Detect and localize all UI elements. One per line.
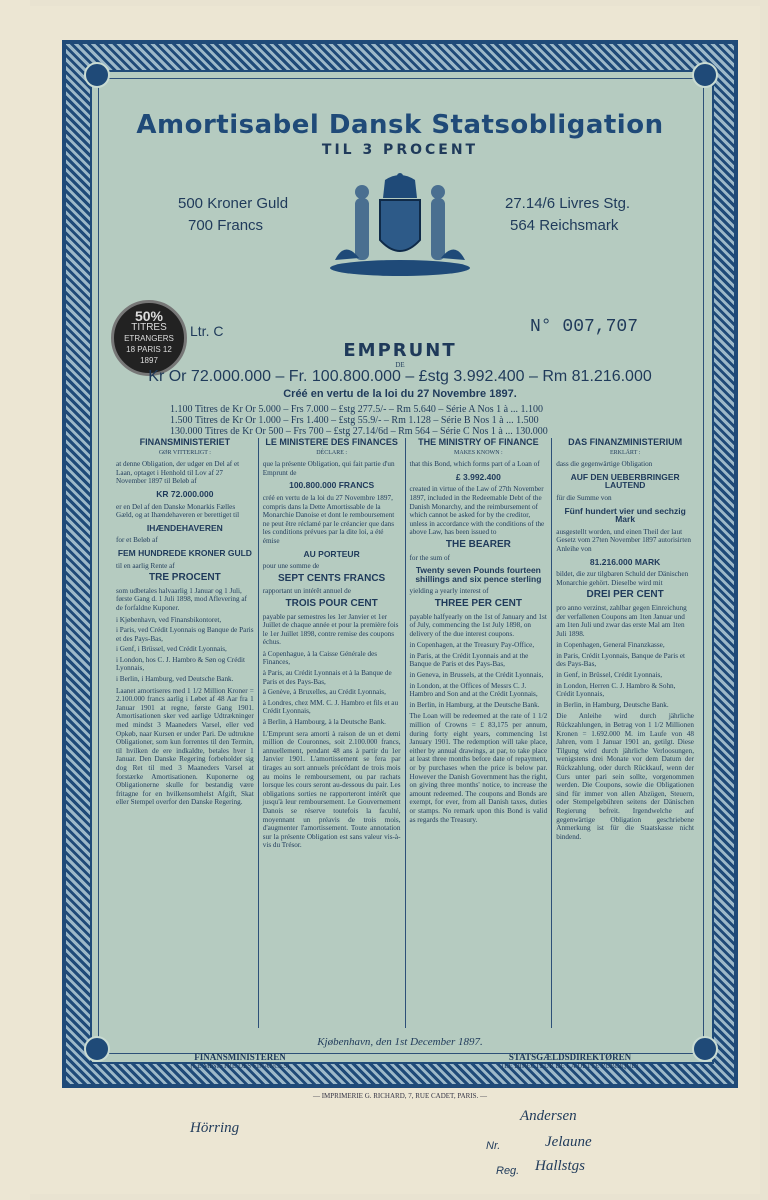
column-text: für die Summe von <box>556 493 612 502</box>
director-signature: Andersen <box>520 1108 577 1124</box>
column-text: ausgestellt worden, und einen Theil der laut Gesetz vom 27ten November 1897 autorisirten Anleihe von <box>556 527 691 553</box>
paying-agent: i Paris, ved Crédit Lyonnais og Banque de Paris et des Pays-Bas, <box>116 626 254 643</box>
column-holder: AU PORTEUR <box>303 548 360 559</box>
column-danish <box>112 438 258 1028</box>
paying-agent: in Paris, at the Crédit Lyonnais and at the Banque de Paris et des Pays-Bas, <box>409 651 529 669</box>
corner-rosette-bottom-right <box>692 1036 718 1062</box>
paying-agent: in Berlin, in Hamburg, Deutsche Bank. <box>556 700 669 709</box>
column-amount: 81.216.000 MARK <box>589 556 661 567</box>
paying-agents <box>410 641 548 709</box>
column-sum: Fünf hundert vier und sechzig Mark <box>564 505 686 525</box>
column-text: at denne Obligation, der udgør en Del af et Laan, optaget i Henhold til Lov af 27 November 1897 til Beløb af <box>116 460 240 486</box>
amount-reichsmark: 564 Reichsmark <box>510 217 619 234</box>
bond-subtitle: TIL 3 PROCENT <box>321 142 479 158</box>
stamp-line2: ETRANGERS <box>124 334 174 343</box>
series-letter: Ltr. C <box>190 323 224 339</box>
column-french <box>258 438 405 1028</box>
column-amount: KR 72.000.000 <box>156 488 214 499</box>
column-german <box>551 438 698 1028</box>
column-text: som udbetales halvaarlig 1 Januar og 1 Juli, første Gang d. 1 Juli 1898, mod Aflevering af de forfaldne Kuponer. <box>116 586 247 612</box>
column-text: for the sum of <box>409 553 451 562</box>
column-text: payable halfyearly on the 1st of January and 1st of July, commencing the 1st July 1898, on delivery of the due interest coupons. <box>409 612 547 638</box>
paying-agent: à Genève, à Bruxelles, au Crédit Lyonnais, <box>262 688 386 697</box>
royal-coat-of-arms-icon <box>325 170 475 280</box>
corner-rosette-bottom-left <box>84 1036 110 1062</box>
loan-totals: Kr Or 72.000.000 – Fr. 100.800.000 – £stg 3.992.400 – Rm 81.216.000 <box>148 368 652 385</box>
stamp-line1: TITRES <box>131 322 167 333</box>
paying-agent: in Copenhagen, at the Treasury Pay-Office, <box>409 641 535 650</box>
column-intro: GØR VITTERLIGT : <box>158 449 211 456</box>
minister-block <box>150 1052 330 1070</box>
text-columns <box>112 438 698 1028</box>
creation-law: Créé en vertu de la loi du 27 Novembre 1897. <box>283 388 517 400</box>
paying-agent: à Londres, chez MM. C. J. Hambro et fils et au Crédit Lyonnais, <box>262 698 399 716</box>
paying-agent: i Berlin, i Hamburg, ved Deutsche Bank. <box>116 675 234 684</box>
paying-agent: i Kjøbenhavn, ved Finansbikontoret, <box>116 615 222 624</box>
column-heading: FINANSMINISTERIET <box>139 438 231 447</box>
bond-title: Amortisabel Dansk Statsobligation <box>136 110 664 140</box>
column-text: payable par semestres les 1er Janvier et 1er Juillet de chaque année et pour la première fois le 1er Juillet 1898, contre remise des coupons échus. <box>262 612 399 647</box>
paying-agent: i London, hos C. J. Hambro & Søn og Crédit Lyonnais, <box>116 655 245 673</box>
reg-label: Reg. <box>496 1165 520 1177</box>
paying-agent: in London, at the Offices of Messrs C. J. Hambro and Son and at the Crédit Lyonnais, <box>409 681 538 699</box>
column-rate: TROIS POUR CENT <box>285 597 378 609</box>
column-amount: £ 3.992.400 <box>455 471 501 482</box>
stamp-line3: 18 PARIS 12 <box>126 345 172 354</box>
column-rate: DREI PER CENT <box>586 589 664 601</box>
amount-sterling: 27.14/6 Livres Stg. <box>505 195 631 212</box>
paying-agent: à Copenhague, à la Caisse Générale des Finances, <box>262 649 378 667</box>
column-text: pour une somme de <box>262 562 320 571</box>
paying-agent: à Berlin, à Hambourg, à la Deutsche Bank. <box>262 718 386 727</box>
column-intro: ERKLÄRT : <box>609 449 641 456</box>
column-sum: Twenty seven Pounds fourteen shillings and six pence sterling <box>415 565 542 584</box>
column-text: créé en vertu de la loi du 27 Novembre 1897, compris dans la Dette Amortissable de la Monarchie Danoise et dont le remboursement ne peut être réclamé par le créancier que dans les conditions prévues par la dite loi, a été émise <box>262 493 395 545</box>
paying-agent: in Berlin, in Hamburg, at the Deutsche Bank. <box>409 700 540 709</box>
column-text: que la présente Obligation, qui fait partie d'un Emprunt de <box>262 460 395 477</box>
column-text: for et Beløb af <box>116 536 158 545</box>
column-text: til en aarlig Rente af <box>116 561 175 570</box>
paying-agent: in London, Herren C. J. Hambro & Sohn, Crédit Lyonnais, <box>556 681 676 699</box>
nr-label: Nr. <box>486 1140 501 1152</box>
amount-francs: 700 Francs <box>188 217 264 234</box>
column-holder: IHÆNDEHAVEREN <box>146 522 223 533</box>
paying-agent: à Paris, au Crédit Lyonnais et à la Banque de Paris et des Pays-Bas, <box>262 669 392 686</box>
column-text: dass die gegenwärtige Obligation <box>556 460 653 469</box>
director-subtitle: (LE DIRECTEUR DE LA DETTE PUBLIQUE) <box>501 1062 639 1070</box>
bond-number: N° 007,707 <box>530 317 639 337</box>
column-heading: THE MINISTRY OF FINANCE <box>418 438 539 447</box>
series-row: 130.000 Titres de Kr Or 500 – Frs 700 – £stg 27.14/6d – Rm 564 – Série C Nos 1 à ... 130.000 <box>170 426 548 437</box>
amount-kroner: 500 Kroner Guld <box>178 195 289 212</box>
column-body: The Loan will be redeemed at the rate of 1 1/2 million of Crowns = £ 83,175 per annum, during forty eight years, commencing 1st January 1901. The redemption will take place, either by annual drawings, at par, to take place at least three months before date of repayment, or by purchases when the price is below par. However the Danish Government has the right, on giving three months' notice, to increase the amount redeemed. The coupons and Bonds are exempt, for ever, from all Danish taxes, duties or stamps. No remark upon this Bond is valid as regards the Treasury. <box>409 712 548 824</box>
column-text: bildet, die zur tilgbaren Schuld der Dänischen Monarchie gehört. Dieselbe wird mit <box>556 570 689 587</box>
column-text: yielding a yearly interest of <box>409 587 489 596</box>
column-rate: TRE PROCENT <box>149 572 221 584</box>
column-sum: FEM HUNDREDE KRONER GULD <box>117 547 252 558</box>
minister-title: FINANSMINISTEREN <box>194 1052 286 1062</box>
series-row: 1.100 Titres de Kr Or 5.000 – Frs 7.000 – £stg 277.5/- – Rm 5.640 – Série A Nos 1 à ... 1.100 <box>170 404 544 415</box>
column-text: that this Bond, which forms part of a Loan of <box>409 460 540 469</box>
column-body: L'Emprunt sera amorti à raison de un et demi million de Couronnes, soit 2.100.000 francs, annuellement, pendant 48 ans à partir du 1er Janvier 1901. L'amortissement se fera par tirages au sort annuels précédant de trois mois au moins le remboursement, ou par rachats lorsque les cours seront au-dessous du pair. Les obligations sorties ne rapporteront intérêt que jusqu'à leur remboursement. Le Gouvernement Danois se réserve toutefois la faculté, moyennant un préavis de trois mois, d'augmenter l'amortissement. Toute annotation sur la présente Obligation est sans valeur vis-à-vis du Trésor. <box>262 729 401 850</box>
column-sum: SEPT CENTS FRANCS <box>278 572 386 584</box>
torn-edge <box>0 0 30 1200</box>
paying-agents <box>556 641 694 709</box>
column-english <box>405 438 552 1028</box>
column-text: pro anno verzinst, zahlbar gegen Einreichung der verfallenen Coupons am 1ten Januar und am 1ten Juli und zwar das erste Mal am 1ten Juli 1898. <box>556 603 687 638</box>
column-body: Laanet amortiseres med 1 1/2 Million Kroner = 2.100.000 francs aarlig i Løbet af 48 Aar fra 1 Januar 1901 at regne, første Gang 1901. Amortisationen sker ved aarlige Udtrækninger med mindst 3 Maaneders Varsel, eller ved Opkøb, naar Kursen er under Pari. De udtrukne Obligationer, som kun forrentes til den Termin, til hvilken de ere indkaldte, betales hver 1 Januar. Den Danske Regering forbeholder sig dog Ret til med 3 Maaneders Varsel at forstærke Amortisationen. Kuponerne og Obligationerne skulle for bestandig være fritagne for en hvilkensomhelst Afgift, Skat eller Stempel overfor den Danske Regering. <box>116 686 254 807</box>
de-label: DE <box>395 361 405 369</box>
director-block <box>470 1052 670 1070</box>
corner-rosette-top-left <box>84 62 110 88</box>
column-body: Die Anleihe wird durch jährliche Rückzahlungen, in Betrag von 1 1/2 Millionen Kronen = 1.692.000 M. im Laufe von 48 Jahren, vom 1 Januar 1901 an, getilgt. Diese Tilgung wird durch jährliche Verloosungen, wenigstens drei Monate vor dem Datum der Rückzahlung, oder durch Rückkauf, wenn der Curs unter pari sein sollte, vorgenommen werden. Die Coupons, sowie die Obligationen sind für immer von allen Abzügen, Steuern, oder Stempelgebühren seitens der Dänischen Regierung befreit. Irgendwelche auf gegenwärtige Obligation geschriebene Anmerkung ist für die Staatskasse nicht bindend. <box>556 712 694 841</box>
paying-agent: in Genf, in Brüssel, Crédit Lyonnais, <box>556 671 663 680</box>
paying-agent: i Genf, i Brüssel, ved Crédit Lyonnais, <box>116 645 227 654</box>
registrar-signature: Hallstgs <box>535 1158 586 1174</box>
paying-agent: in Geneva, in Brussels, at the Crédit Lyonnais, <box>409 671 544 680</box>
place-and-date: Kjøbenhavn, den 1st December 1897. <box>317 1036 483 1048</box>
stamp-percent: 50% <box>134 308 164 324</box>
paying-agents <box>116 616 254 684</box>
column-intro: MAKES KNOWN : <box>454 449 503 456</box>
series-table <box>170 404 710 437</box>
column-holder: THE BEARER <box>445 538 511 550</box>
corner-rosette-top-right <box>692 62 718 88</box>
paying-agent: in Paris, Crédit Lyonnais, Banque de Paris et des Pays-Bas, <box>556 651 686 669</box>
column-amount: 100.800.000 FRANCS <box>289 480 375 491</box>
minister-signature: Hörring <box>190 1120 240 1136</box>
column-heading: LE MINISTÈRE DES FINANCES <box>265 438 398 447</box>
column-holder: AUF DEN UEBERBRINGER LAUTEND <box>570 471 680 491</box>
column-heading: DAS FINANZMINISTERIUM <box>568 438 683 447</box>
stamp-line4: 1897 <box>140 356 158 365</box>
series-row: 1.500 Titres de Kr Or 1.000 – Frs 1.400 – £stg 55.9/- – Rm 1.128 – Série B Nos 1 à ... 1.500 <box>170 415 539 426</box>
director-title: STATSGÆLDSDIREKTØREN <box>508 1052 632 1062</box>
column-intro: DÉCLARE : <box>316 449 348 456</box>
column-rate: THREE PER CENT <box>434 597 522 609</box>
column-text: created in virtue of the Law of 27th November 1897, included in the Redeemable Debt of the Danish Monarchy, and the reimbursement of which cannot be asked for by the creditor, unless in accordance with the conditions of the above Law, has been issued to <box>409 485 545 537</box>
controller-signature: Jelaune <box>545 1134 592 1150</box>
column-text: er en Del af den Danske Monarkis Fælles Gæld, og at Ihændehaveren er berettiget til <box>116 502 240 520</box>
paying-agents <box>263 650 401 727</box>
paying-agent: in Copenhagen, General Finanzkasse, <box>556 641 665 650</box>
minister-subtitle: (LE MINISTRE DES FINANCES) <box>190 1062 290 1070</box>
emprunt-heading: EMPRUNT <box>343 340 457 361</box>
printer-imprint: — IMPRIMERIE G. RICHARD, 7, RUE CADET, PARIS. — <box>312 1092 488 1100</box>
column-text: rapportant un intérêt annuel de <box>262 587 351 596</box>
